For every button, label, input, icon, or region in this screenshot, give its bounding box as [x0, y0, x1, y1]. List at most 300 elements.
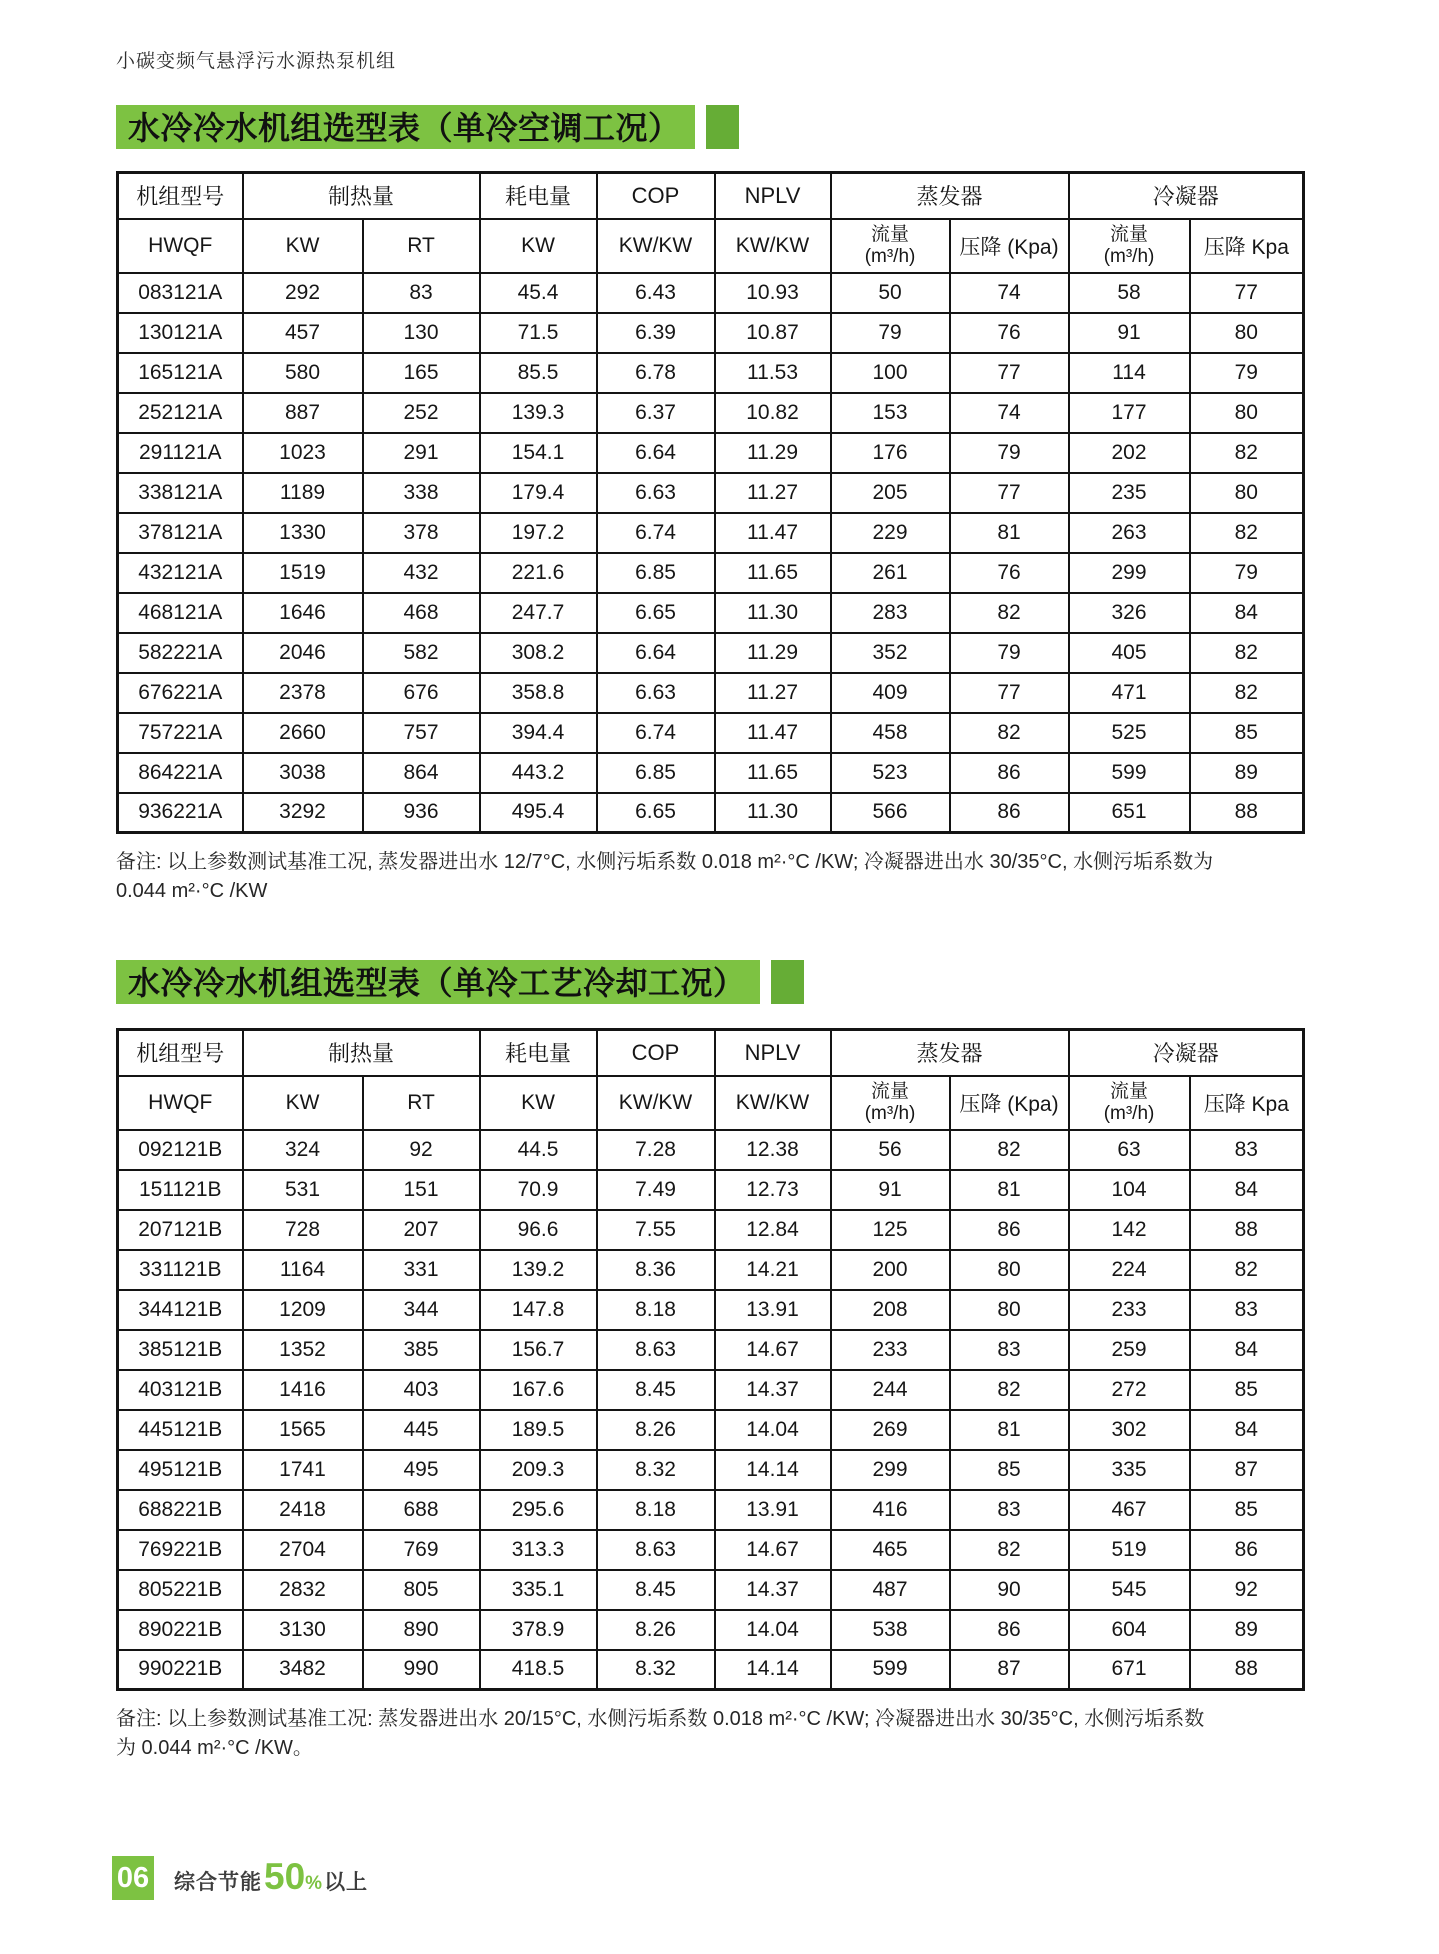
subheader-power-kw: KW: [480, 219, 597, 273]
subheader-evap-flow: 流量 (m³/h): [831, 219, 950, 273]
note-line-2: 为 0.044 m²·°C /KW。: [116, 1737, 313, 1759]
value-cell: 12.73: [715, 1170, 831, 1210]
value-cell: 79: [1190, 353, 1304, 393]
value-cell: 100: [831, 353, 950, 393]
value-cell: 86: [950, 753, 1069, 793]
value-cell: 519: [1069, 1530, 1190, 1570]
value-cell: 86: [1190, 1530, 1304, 1570]
value-cell: 11.30: [715, 793, 831, 833]
slogan-suffix: 以上: [324, 1871, 369, 1894]
model-cell: 495121B: [118, 1450, 243, 1490]
header-model: 机组型号: [118, 173, 243, 219]
value-cell: 96.6: [480, 1210, 597, 1250]
value-cell: 86: [950, 1610, 1069, 1650]
value-cell: 82: [950, 1530, 1069, 1570]
value-cell: 179.4: [480, 473, 597, 513]
value-cell: 13.91: [715, 1290, 831, 1330]
table-row: [118, 273, 1304, 313]
table-row: [118, 473, 1304, 513]
value-cell: 81: [950, 1410, 1069, 1450]
model-cell: 151121B: [118, 1170, 243, 1210]
value-cell: 418.5: [480, 1650, 597, 1690]
model-cell: 165121A: [118, 353, 243, 393]
model-cell: 468121A: [118, 593, 243, 633]
value-cell: 139.2: [480, 1250, 597, 1290]
model-cell: 769221B: [118, 1530, 243, 1570]
value-cell: 77: [950, 673, 1069, 713]
value-cell: 77: [1190, 273, 1304, 313]
value-cell: 252: [363, 393, 480, 433]
value-cell: 671: [1069, 1650, 1190, 1690]
value-cell: 890: [363, 1610, 480, 1650]
value-cell: 14.67: [715, 1530, 831, 1570]
value-cell: 6.74: [597, 513, 715, 553]
value-cell: 308.2: [480, 633, 597, 673]
value-cell: 85: [1190, 713, 1304, 753]
header-power-consumption: 耗电量: [480, 1030, 597, 1076]
value-cell: 88: [1190, 1210, 1304, 1250]
section-1-title: 水冷冷水机组选型表（单冷空调工况）: [116, 105, 695, 149]
value-cell: 202: [1069, 433, 1190, 473]
value-cell: 74: [950, 273, 1069, 313]
header-model: 机组型号: [118, 1030, 243, 1076]
value-cell: 70.9: [480, 1170, 597, 1210]
selection-table-cooling-ac: [116, 171, 1305, 834]
value-cell: 887: [243, 393, 363, 433]
model-cell: 331121B: [118, 1250, 243, 1290]
value-cell: 14.04: [715, 1410, 831, 1450]
value-cell: 378: [363, 513, 480, 553]
value-cell: 247.7: [480, 593, 597, 633]
value-cell: 151: [363, 1170, 480, 1210]
value-cell: 81: [950, 513, 1069, 553]
value-cell: 244: [831, 1370, 950, 1410]
model-cell: 092121B: [118, 1130, 243, 1170]
header-nplv: NPLV: [715, 173, 831, 219]
value-cell: 8.32: [597, 1650, 715, 1690]
value-cell: 409: [831, 673, 950, 713]
value-cell: 156.7: [480, 1330, 597, 1370]
value-cell: 11.65: [715, 753, 831, 793]
value-cell: 58: [1069, 273, 1190, 313]
value-cell: 92: [363, 1130, 480, 1170]
value-cell: 82: [1190, 433, 1304, 473]
header-cop: COP: [597, 1030, 715, 1076]
subheader-evap-pressure-drop: 压降 (Kpa): [950, 1076, 1069, 1130]
value-cell: 272: [1069, 1370, 1190, 1410]
value-cell: 229: [831, 513, 950, 553]
model-cell: 432121A: [118, 553, 243, 593]
table-row: [118, 393, 1304, 433]
value-cell: 6.64: [597, 433, 715, 473]
value-cell: 6.39: [597, 313, 715, 353]
note-line-1: 备注: 以上参数测试基准工况: 蒸发器进出水 20/15°C, 水侧污垢系数 0.018 m²·°C /KW; 冷凝器进出水 30/35°C, 水侧污垢系数: [116, 1708, 1205, 1730]
value-cell: 1352: [243, 1330, 363, 1370]
value-cell: 487: [831, 1570, 950, 1610]
value-cell: 582: [363, 633, 480, 673]
value-cell: 1416: [243, 1370, 363, 1410]
model-cell: 344121B: [118, 1290, 243, 1330]
section-2-note: [116, 1705, 1312, 1763]
value-cell: 545: [1069, 1570, 1190, 1610]
value-cell: 167.6: [480, 1370, 597, 1410]
value-cell: 8.63: [597, 1530, 715, 1570]
table-row: [118, 553, 1304, 593]
value-cell: 82: [950, 713, 1069, 753]
value-cell: 445: [363, 1410, 480, 1450]
value-cell: 1189: [243, 473, 363, 513]
value-cell: 83: [1190, 1130, 1304, 1170]
value-cell: 8.63: [597, 1330, 715, 1370]
value-cell: 523: [831, 753, 950, 793]
subheader-nplv-unit: KW/KW: [715, 219, 831, 273]
value-cell: 936: [363, 793, 480, 833]
value-cell: 405: [1069, 633, 1190, 673]
value-cell: 83: [363, 273, 480, 313]
doc-header-text: 小碳变频气悬浮污水源热泵机组: [116, 51, 397, 72]
value-cell: 6.43: [597, 273, 715, 313]
value-cell: 235: [1069, 473, 1190, 513]
value-cell: 10.93: [715, 273, 831, 313]
value-cell: 7.28: [597, 1130, 715, 1170]
table-row: [118, 1610, 1304, 1650]
value-cell: 805: [363, 1570, 480, 1610]
table-row: [118, 313, 1304, 353]
value-cell: 44.5: [480, 1130, 597, 1170]
value-cell: 299: [1069, 553, 1190, 593]
value-cell: 45.4: [480, 273, 597, 313]
subheader-power-kw: KW: [480, 1076, 597, 1130]
value-cell: 6.65: [597, 593, 715, 633]
value-cell: 11.27: [715, 473, 831, 513]
value-cell: 50: [831, 273, 950, 313]
table-row: [118, 793, 1304, 833]
value-cell: 80: [1190, 393, 1304, 433]
value-cell: 676: [363, 673, 480, 713]
value-cell: 176: [831, 433, 950, 473]
value-cell: 11.29: [715, 433, 831, 473]
title-accent-square: [771, 960, 804, 1004]
value-cell: 14.14: [715, 1650, 831, 1690]
value-cell: 209.3: [480, 1450, 597, 1490]
header-condenser: 冷凝器: [1069, 1030, 1304, 1076]
value-cell: 8.18: [597, 1490, 715, 1530]
value-cell: 990: [363, 1650, 480, 1690]
value-cell: 769: [363, 1530, 480, 1570]
value-cell: 604: [1069, 1610, 1190, 1650]
value-cell: 302: [1069, 1410, 1190, 1450]
value-cell: 8.45: [597, 1370, 715, 1410]
header-heating-capacity: 制热量: [243, 173, 480, 219]
value-cell: 259: [1069, 1330, 1190, 1370]
subheader-cond-pressure-drop: 压降 Kpa: [1190, 1076, 1304, 1130]
value-cell: 92: [1190, 1570, 1304, 1610]
value-cell: 233: [831, 1330, 950, 1370]
value-cell: 56: [831, 1130, 950, 1170]
header-evaporator: 蒸发器: [831, 1030, 1069, 1076]
value-cell: 6.85: [597, 753, 715, 793]
value-cell: 76: [950, 313, 1069, 353]
value-cell: 8.18: [597, 1290, 715, 1330]
value-cell: 7.49: [597, 1170, 715, 1210]
model-cell: 385121B: [118, 1330, 243, 1370]
value-cell: 147.8: [480, 1290, 597, 1330]
subheader-cond-pressure-drop: 压降 Kpa: [1190, 219, 1304, 273]
value-cell: 14.67: [715, 1330, 831, 1370]
value-cell: 233: [1069, 1290, 1190, 1330]
value-cell: 352: [831, 633, 950, 673]
sub-header-row: [118, 219, 1304, 273]
subheader-evap-pressure-drop: 压降 (Kpa): [950, 219, 1069, 273]
header-condenser: 冷凝器: [1069, 173, 1304, 219]
model-cell: 378121A: [118, 513, 243, 553]
table-row: [118, 753, 1304, 793]
value-cell: 8.36: [597, 1250, 715, 1290]
value-cell: 2832: [243, 1570, 363, 1610]
value-cell: 82: [1190, 513, 1304, 553]
value-cell: 80: [1190, 473, 1304, 513]
value-cell: 344: [363, 1290, 480, 1330]
model-cell: 582221A: [118, 633, 243, 673]
model-cell: 291121A: [118, 433, 243, 473]
title-accent-square: [706, 105, 739, 149]
value-cell: 728: [243, 1210, 363, 1250]
model-cell: 890221B: [118, 1610, 243, 1650]
value-cell: 358.8: [480, 673, 597, 713]
value-cell: 89: [1190, 1610, 1304, 1650]
value-cell: 11.65: [715, 553, 831, 593]
header-cop: COP: [597, 173, 715, 219]
value-cell: 142: [1069, 1210, 1190, 1250]
value-cell: 465: [831, 1530, 950, 1570]
value-cell: 11.29: [715, 633, 831, 673]
subheader-evap-flow: 流量 (m³/h): [831, 1076, 950, 1130]
value-cell: 269: [831, 1410, 950, 1450]
value-cell: 6.65: [597, 793, 715, 833]
section-2-title-row: [116, 960, 1439, 1004]
value-cell: 80: [950, 1290, 1069, 1330]
value-cell: 79: [950, 633, 1069, 673]
value-cell: 6.37: [597, 393, 715, 433]
slogan-prefix: 综合节能: [174, 1871, 262, 1894]
table-row: [118, 713, 1304, 753]
value-cell: 6.85: [597, 553, 715, 593]
subheader-cop-unit: KW/KW: [597, 219, 715, 273]
selection-table-process-cooling: [116, 1028, 1305, 1691]
note-line-2: 0.044 m²·°C /KW: [116, 880, 268, 902]
value-cell: 291: [363, 433, 480, 473]
value-cell: 88: [1190, 793, 1304, 833]
value-cell: 443.2: [480, 753, 597, 793]
table-row: [118, 1290, 1304, 1330]
value-cell: 83: [950, 1330, 1069, 1370]
value-cell: 299: [831, 1450, 950, 1490]
value-cell: 197.2: [480, 513, 597, 553]
value-cell: 87: [950, 1650, 1069, 1690]
table-row: [118, 1130, 1304, 1170]
header-evaporator: 蒸发器: [831, 173, 1069, 219]
value-cell: 525: [1069, 713, 1190, 753]
value-cell: 85: [950, 1450, 1069, 1490]
value-cell: 335.1: [480, 1570, 597, 1610]
value-cell: 2418: [243, 1490, 363, 1530]
sub-header-row: [118, 1076, 1304, 1130]
header-nplv: NPLV: [715, 1030, 831, 1076]
value-cell: 177: [1069, 393, 1190, 433]
table-row: [118, 1650, 1304, 1690]
value-cell: 580: [243, 353, 363, 393]
subheader-kw: KW: [243, 1076, 363, 1130]
value-cell: 458: [831, 713, 950, 753]
value-cell: 10.87: [715, 313, 831, 353]
value-cell: 495: [363, 1450, 480, 1490]
model-cell: 805221B: [118, 1570, 243, 1610]
value-cell: 566: [831, 793, 950, 833]
model-cell: 252121A: [118, 393, 243, 433]
value-cell: 292: [243, 273, 363, 313]
value-cell: 6.64: [597, 633, 715, 673]
value-cell: 385: [363, 1330, 480, 1370]
table-row: [118, 673, 1304, 713]
model-cell: 207121B: [118, 1210, 243, 1250]
value-cell: 471: [1069, 673, 1190, 713]
value-cell: 85: [1190, 1490, 1304, 1530]
value-cell: 207: [363, 1210, 480, 1250]
value-cell: 125: [831, 1210, 950, 1250]
value-cell: 394.4: [480, 713, 597, 753]
subheader-cond-flow: 流量 (m³/h): [1069, 1076, 1190, 1130]
value-cell: 1023: [243, 433, 363, 473]
value-cell: 11.30: [715, 593, 831, 633]
value-cell: 335: [1069, 1450, 1190, 1490]
value-cell: 468: [363, 593, 480, 633]
value-cell: 80: [1190, 313, 1304, 353]
value-cell: 7.55: [597, 1210, 715, 1250]
value-cell: 8.26: [597, 1410, 715, 1450]
value-cell: 6.78: [597, 353, 715, 393]
value-cell: 114: [1069, 353, 1190, 393]
value-cell: 74: [950, 393, 1069, 433]
value-cell: 6.74: [597, 713, 715, 753]
section-2-title: 水冷冷水机组选型表（单冷工艺冷却工况）: [116, 960, 760, 1004]
table-row: [118, 633, 1304, 673]
table-row: [118, 593, 1304, 633]
value-cell: 1164: [243, 1250, 363, 1290]
value-cell: 3038: [243, 753, 363, 793]
group-header-row: [118, 173, 1304, 219]
section-1-note: [116, 848, 1312, 906]
value-cell: 208: [831, 1290, 950, 1330]
value-cell: 14.21: [715, 1250, 831, 1290]
value-cell: 91: [1069, 313, 1190, 353]
value-cell: 11.47: [715, 713, 831, 753]
value-cell: 89: [1190, 753, 1304, 793]
model-cell: 688221B: [118, 1490, 243, 1530]
page-number-badge: 06: [112, 1856, 154, 1900]
subheader-rt: RT: [363, 1076, 480, 1130]
value-cell: 3292: [243, 793, 363, 833]
value-cell: 77: [950, 473, 1069, 513]
value-cell: 324: [243, 1130, 363, 1170]
value-cell: 688: [363, 1490, 480, 1530]
value-cell: 457: [243, 313, 363, 353]
table-row: [118, 1250, 1304, 1290]
value-cell: 153: [831, 393, 950, 433]
value-cell: 467: [1069, 1490, 1190, 1530]
value-cell: 82: [1190, 673, 1304, 713]
value-cell: 13.91: [715, 1490, 831, 1530]
value-cell: 221.6: [480, 553, 597, 593]
value-cell: 3130: [243, 1610, 363, 1650]
note-line-1: 备注: 以上参数测试基准工况, 蒸发器进出水 12/7°C, 水侧污垢系数 0.018 m²·°C /KW; 冷凝器进出水 30/35°C, 水侧污垢系数为: [116, 851, 1214, 873]
footer-slogan: [174, 1856, 368, 1898]
value-cell: 531: [243, 1170, 363, 1210]
value-cell: 8.45: [597, 1570, 715, 1610]
value-cell: 3482: [243, 1650, 363, 1690]
value-cell: 1209: [243, 1290, 363, 1330]
value-cell: 84: [1190, 1170, 1304, 1210]
table-row: [118, 1410, 1304, 1450]
value-cell: 86: [950, 1210, 1069, 1250]
subheader-cop-unit: KW/KW: [597, 1076, 715, 1130]
value-cell: 11.47: [715, 513, 831, 553]
value-cell: 2378: [243, 673, 363, 713]
value-cell: 8.26: [597, 1610, 715, 1650]
group-header-row: [118, 1030, 1304, 1076]
value-cell: 83: [1190, 1290, 1304, 1330]
value-cell: 79: [1190, 553, 1304, 593]
table-row: [118, 1370, 1304, 1410]
value-cell: 14.37: [715, 1370, 831, 1410]
value-cell: 295.6: [480, 1490, 597, 1530]
value-cell: 91: [831, 1170, 950, 1210]
value-cell: 80: [950, 1250, 1069, 1290]
value-cell: 11.53: [715, 353, 831, 393]
value-cell: 205: [831, 473, 950, 513]
value-cell: 82: [950, 593, 1069, 633]
value-cell: 139.3: [480, 393, 597, 433]
subheader-model-prefix: HWQF: [118, 219, 243, 273]
value-cell: 82: [1190, 633, 1304, 673]
value-cell: 1646: [243, 593, 363, 633]
header-heating-capacity: 制热量: [243, 1030, 480, 1076]
table-row: [118, 1210, 1304, 1250]
value-cell: 2660: [243, 713, 363, 753]
table-row: [118, 1530, 1304, 1570]
value-cell: 10.82: [715, 393, 831, 433]
model-cell: 403121B: [118, 1370, 243, 1410]
value-cell: 87: [1190, 1450, 1304, 1490]
value-cell: 71.5: [480, 313, 597, 353]
table-row: [118, 1170, 1304, 1210]
value-cell: 82: [950, 1370, 1069, 1410]
value-cell: 538: [831, 1610, 950, 1650]
subheader-nplv-unit: KW/KW: [715, 1076, 831, 1130]
table-row: [118, 433, 1304, 473]
value-cell: 261: [831, 553, 950, 593]
slogan-number: 50: [264, 1856, 306, 1897]
model-cell: 990221B: [118, 1650, 243, 1690]
value-cell: 338: [363, 473, 480, 513]
value-cell: 1565: [243, 1410, 363, 1450]
value-cell: 104: [1069, 1170, 1190, 1210]
model-cell: 338121A: [118, 473, 243, 513]
value-cell: 1519: [243, 553, 363, 593]
subheader-cond-flow: 流量 (m³/h): [1069, 219, 1190, 273]
value-cell: 8.32: [597, 1450, 715, 1490]
value-cell: 651: [1069, 793, 1190, 833]
subheader-rt: RT: [363, 219, 480, 273]
